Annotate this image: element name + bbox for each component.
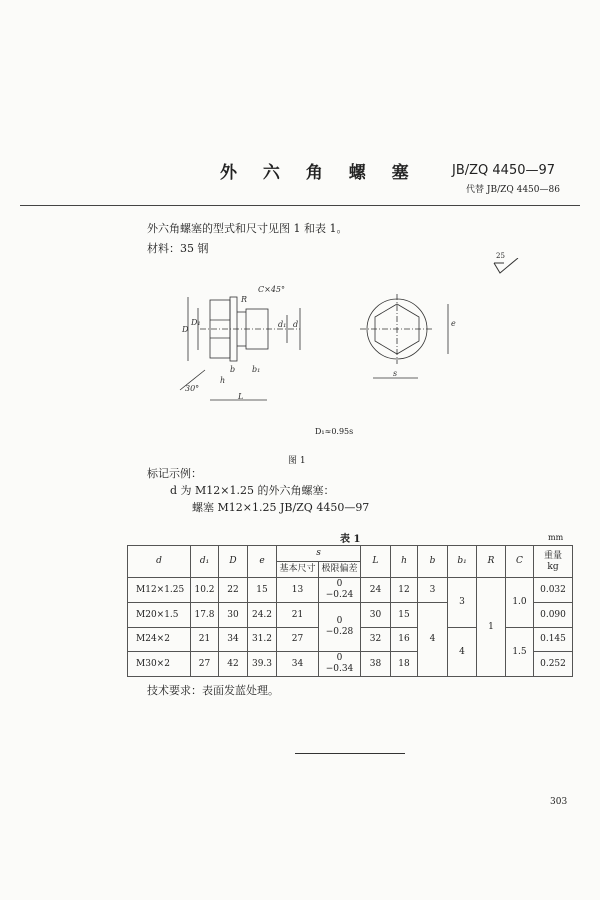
table-cell: M12×1.25 [128,578,191,603]
table-text: −0.28 [325,627,354,637]
fig-h-label: h [220,376,226,385]
table-text: 0 [336,616,343,626]
table-text: 0 [336,653,343,663]
end-rule [295,753,405,754]
header-s-basic: 基本尺寸 [277,562,319,578]
page-number: 303 [550,797,568,807]
table-cell [319,578,361,603]
table-cell: 1.5 [506,628,534,677]
table-cell: 15 [248,578,277,603]
table-cell [319,652,361,677]
table-cell: 21 [191,628,219,652]
table-cell: 13 [277,578,319,603]
formula: D₁≈0.95s [315,427,354,436]
table-row [128,578,573,603]
table-text: 重量 [543,550,562,561]
header-d1: d₁ [191,546,219,578]
fig-s-label: s [393,369,398,378]
fig-D1-label: D₁ [191,318,201,327]
table-cell: 22 [219,578,248,603]
fig-b1-label: b₁ [252,365,261,374]
table-cell: 3 [448,578,477,628]
table-cell: 18 [391,652,418,677]
table-cell: 1 [477,578,506,677]
table-cell: 34 [219,628,248,652]
table-text: −0.34 [325,664,354,674]
table-cell: 39.3 [248,652,277,677]
technical-requirements: 技术要求：表面发蓝处理。 [147,684,279,697]
table-cell: 27 [277,628,319,652]
header-D: D [219,546,248,578]
page-title: 外 六 角 螺 塞 [220,163,419,183]
table-cell: M24×2 [128,628,191,652]
example-label: 标记示例： [147,467,202,480]
table-cell: 24 [361,578,391,603]
header-b: b [418,546,448,578]
header-h: h [391,546,418,578]
table-cell: 10.2 [191,578,219,603]
dimension-table [127,545,573,677]
table-cell: 38 [361,652,391,677]
table-cell: 0.032 [534,578,573,603]
header-s-tol: 极限偏差 [319,562,361,578]
table-caption: 表 1 [340,534,361,545]
example-description: d 为 M12×1.25 的外六角螺塞： [170,484,335,497]
table-cell: 1.0 [506,578,534,628]
table-cell [319,603,361,652]
table-text: 0 [336,579,343,589]
table-cell: 0.145 [534,628,573,652]
table-text [128,546,573,562]
table-cell: 17.8 [191,603,219,628]
fig-d1-label: d₁ [278,320,287,329]
header-L: L [361,546,391,578]
replaces-standard: 代替 JB/ZQ 4450—86 [466,185,560,195]
fig-b-label: b [230,365,236,374]
plug-drawing [140,280,480,410]
table-text: kg [547,561,559,572]
header-d: d [128,546,191,578]
fig-D-label: D [182,325,189,334]
fig-chamfer-label: C×45° [258,285,286,294]
table-cell: 0.252 [534,652,573,677]
roughness-value: 25 [496,252,505,260]
table-cell: 21 [277,603,319,628]
table-cell: M20×1.5 [128,603,191,628]
table-cell: 4 [418,603,448,677]
figure-caption: 图 1 [288,456,306,466]
table-unit: mm [548,533,564,542]
table-cell: 16 [391,628,418,652]
standard-number: JB/ZQ 4450—97 [452,163,556,178]
header-e: e [248,546,277,578]
fig-r-label: R [241,295,248,304]
table-cell: 0.090 [534,603,573,628]
fig-d-label: d [293,320,299,329]
table-cell: 31.2 [248,628,277,652]
header-rule [20,205,580,206]
example-mark: 螺塞 M12×1.25 JB/ZQ 4450—97 [192,501,370,514]
table-cell: 32 [361,628,391,652]
table-text: −0.24 [325,590,354,600]
table-cell: 42 [219,652,248,677]
table-cell: 15 [391,603,418,628]
fig-L-label: L [238,392,244,401]
header-R: R [477,546,506,578]
table-cell: 4 [448,628,477,677]
roughness-icon [492,258,522,278]
table-cell: 3 [418,578,448,603]
table-cell: M30×2 [128,652,191,677]
intro-text: 外六角螺塞的型式和尺寸见图 1 和表 1。 [147,222,348,235]
table-cell: 27 [191,652,219,677]
header-weight [534,546,573,578]
fig-angle-label: 30° [185,384,200,393]
header-s: s [277,546,361,562]
table-cell: 12 [391,578,418,603]
material-text: 材料：35 钢 [147,242,209,255]
header-C: C [506,546,534,578]
table-cell: 30 [361,603,391,628]
header-b1: b₁ [448,546,477,578]
fig-e-label: e [451,319,456,328]
table-cell: 30 [219,603,248,628]
table-cell: 34 [277,652,319,677]
table-cell: 24.2 [248,603,277,628]
